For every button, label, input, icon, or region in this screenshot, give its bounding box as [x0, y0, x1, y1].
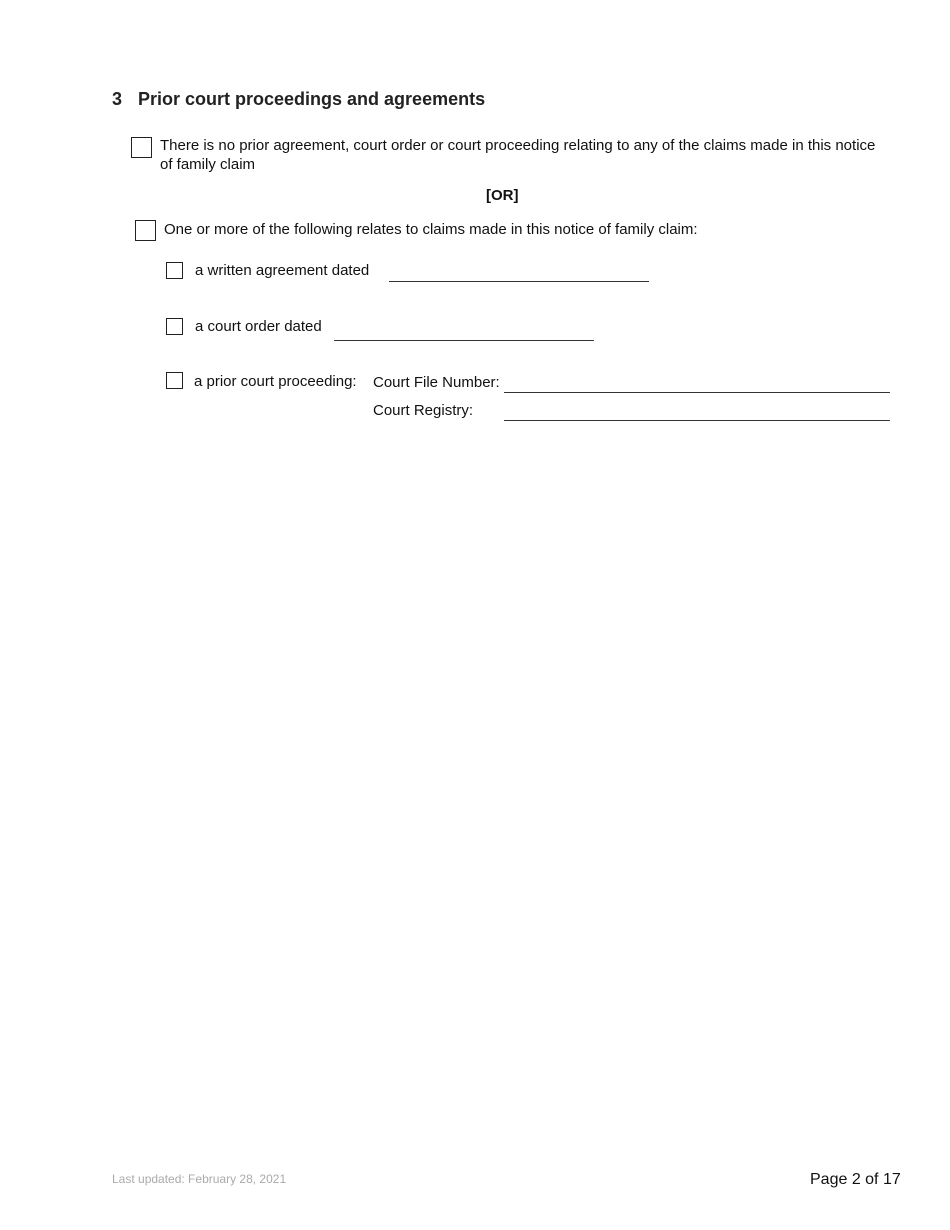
prior-proceeding-checkbox[interactable]: [166, 372, 183, 389]
court-order-label: a court order dated: [195, 318, 322, 335]
court-file-number-label: Court File Number:: [373, 374, 500, 391]
no-prior-agreement-text: There is no prior agreement, court order or court proceeding relating to any of the claims made in this notice of family claim: [160, 137, 876, 173]
no-prior-agreement-checkbox[interactable]: [131, 137, 152, 158]
section-number: 3: [112, 89, 123, 109]
court-registry-label: Court Registry:: [373, 402, 474, 419]
prior-proceeding-label: a prior court proceeding:: [194, 373, 357, 390]
written-agreement-checkbox[interactable]: [166, 262, 183, 279]
court-file-number-field[interactable]: [504, 392, 890, 393]
court-order-date-field[interactable]: [334, 340, 594, 341]
section-title: Prior court proceedings and agreements: [138, 89, 486, 109]
written-agreement-date-field[interactable]: [389, 281, 649, 282]
court-registry-field[interactable]: [504, 420, 890, 421]
page-number: Page 2 of 17: [810, 1171, 901, 1188]
or-separator: [OR]: [486, 187, 519, 204]
last-updated-text: Last updated: February 28, 2021: [112, 1172, 287, 1186]
written-agreement-label: a written agreement dated: [195, 262, 370, 279]
prior-relates-checkbox[interactable]: [135, 220, 156, 241]
section-heading: [112, 89, 485, 110]
prior-relates-text: One or more of the following relates to claims made in this notice of family claim:: [164, 221, 698, 238]
court-order-checkbox[interactable]: [166, 318, 183, 335]
